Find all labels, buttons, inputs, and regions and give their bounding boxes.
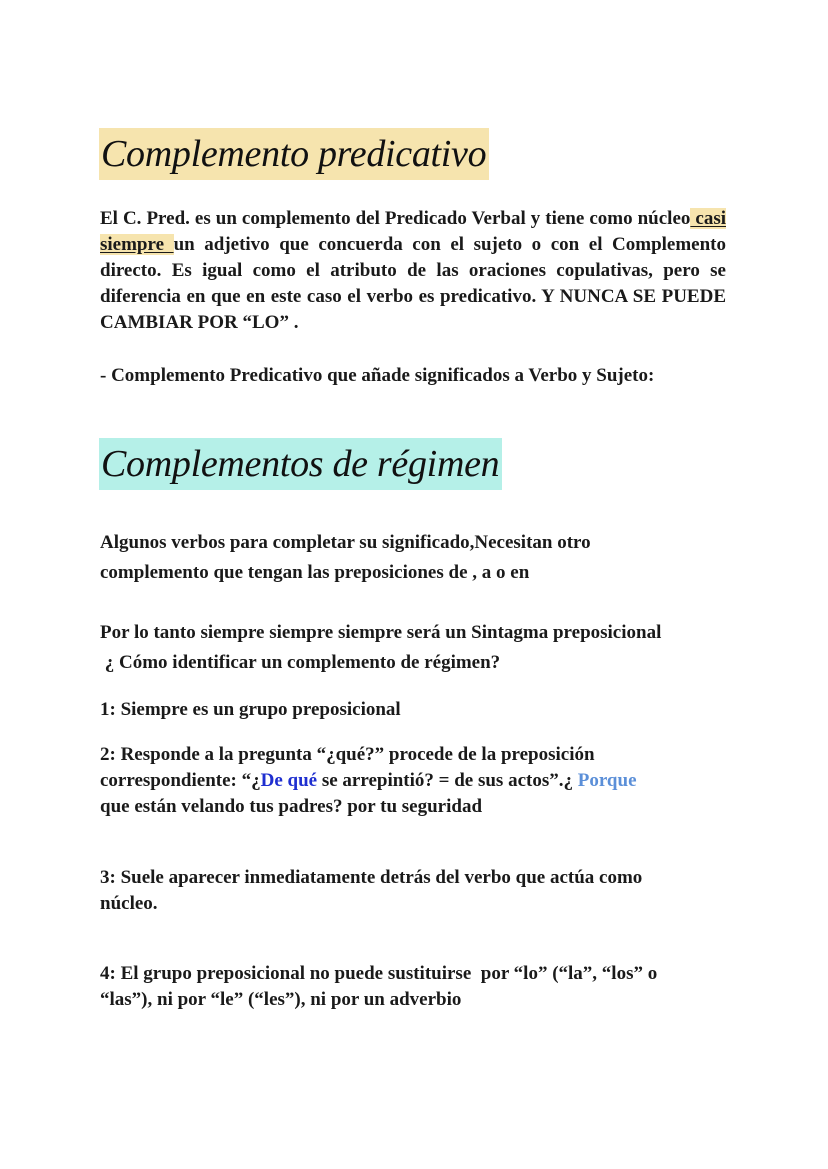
point2-line-1: 2: Responde a la pregunta “¿qué?” procede de la preposición: [100, 744, 595, 765]
blue-text-porque: Porque: [577, 770, 637, 791]
intro-line-2: complemento que tengan las preposiciones de , a o en: [100, 562, 530, 583]
point3-line-2: núcleo.: [100, 893, 158, 914]
regimen-point-1: 1: Siempre es un grupo preposicional: [100, 699, 401, 720]
point4-line-1: 4: El grupo preposicional no puede sustituirse por “lo” (“la”, “los” o: [100, 963, 658, 984]
regimen-intro-paragraph: [100, 528, 726, 588]
summary-line-1: Por lo tanto siempre siempre siempre será un Sintagma preposicional: [100, 622, 662, 643]
point4-line-2: “las”), ni por “le” (“les”), ni por un adverbio: [100, 989, 462, 1010]
heading-complementos-de-regimen: Complementos de régimen: [99, 438, 502, 490]
summary-line-2: ¿ Cómo identificar un complemento de régimen?: [100, 652, 501, 673]
point2-prefix: correspondiente: “¿: [100, 770, 261, 791]
heading-complemento-predicativo: Complemento predicativo: [99, 128, 489, 180]
paragraph-text-part2: un adjetivo que concuerda con el sujeto o con el Complemento directo. Es igual como el atributo de las oraciones copulativas, pero se diferencia en que en este caso el verbo es predicativo. Y NUNCA SE PUEDE CAMBIAR POR “LO” .: [100, 234, 726, 333]
point3-line-1: 3: Suele aparecer inmediatamente detrás del verbo que actúa como: [100, 867, 643, 888]
regimen-summary-paragraph: [100, 618, 740, 678]
regimen-point-2: [100, 742, 726, 820]
blue-text-de-que: De qué: [260, 770, 318, 791]
point2-middle: se arrepintió? = de sus actos”.¿: [317, 770, 578, 791]
intro-line-1: Algunos verbos para completar su significado,Necesitan otro: [100, 532, 591, 553]
predicativo-definition-paragraph: [100, 206, 726, 336]
predicativo-bullet: - Complemento Predicativo que añade significados a Verbo y Sujeto:: [100, 365, 655, 386]
point2-line-3: que están velando tus padres? por tu seguridad: [100, 796, 483, 817]
highlighted-casi-siempre: casi siempre: [100, 208, 726, 255]
paragraph-text-part1: El C. Pred. es un complemento del Predicado Verbal y tiene como núcleo: [100, 208, 691, 229]
point2-line-2: [100, 768, 726, 794]
regimen-point-4: [100, 961, 726, 1013]
regimen-point-3: [100, 865, 726, 917]
